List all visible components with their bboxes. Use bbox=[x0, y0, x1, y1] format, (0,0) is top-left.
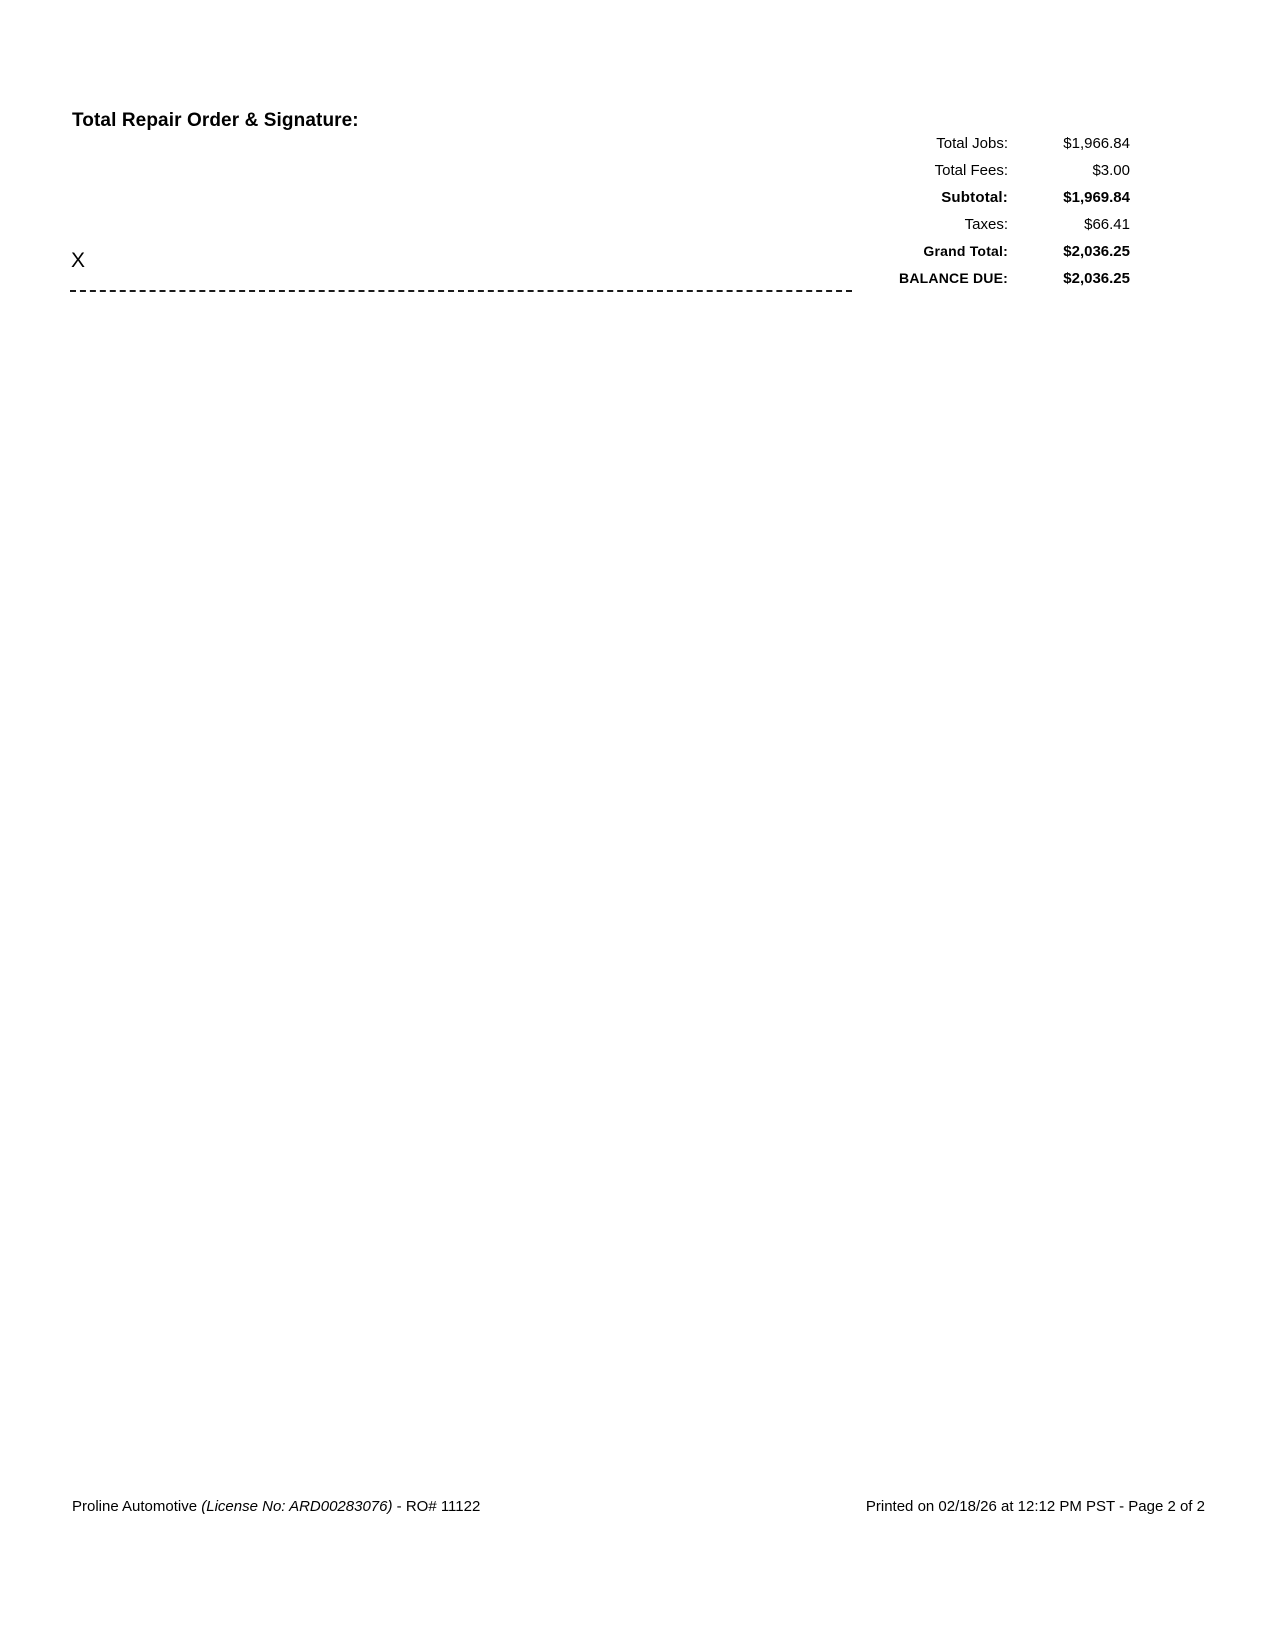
table-row bbox=[830, 157, 1130, 184]
signature-x-mark: X bbox=[71, 249, 86, 272]
total-fees-value: $3.00 bbox=[1092, 162, 1130, 179]
total-fees-label: Total Fees: bbox=[934, 162, 1008, 179]
grand-total-label: Grand Total: bbox=[923, 243, 1008, 259]
balance-due-value: $2,036.25 bbox=[1063, 270, 1130, 287]
totals-summary bbox=[830, 130, 1130, 292]
total-jobs-value: $1,966.84 bbox=[1063, 135, 1130, 152]
subtotal-label: Subtotal: bbox=[941, 189, 1008, 206]
footer-license: (License No: ARD00283076) bbox=[201, 1498, 393, 1515]
balance-due-label: BALANCE DUE: bbox=[899, 270, 1008, 286]
grand-total-value: $2,036.25 bbox=[1063, 243, 1130, 260]
table-row bbox=[830, 238, 1130, 265]
footer-company-info bbox=[72, 1498, 480, 1515]
footer-ro-number: - RO# 11122 bbox=[392, 1498, 481, 1515]
footer-company-name: Proline Automotive bbox=[72, 1498, 202, 1515]
table-row bbox=[830, 130, 1130, 157]
signature-line[interactable] bbox=[70, 290, 852, 292]
footer-print-info: Printed on 02/18/26 at 12:12 PM PST - Page 2 of 2 bbox=[865, 1498, 1205, 1515]
table-row bbox=[830, 184, 1130, 211]
page-title: Total Repair Order & Signature: bbox=[72, 110, 359, 131]
taxes-label: Taxes: bbox=[964, 216, 1008, 233]
taxes-value: $66.41 bbox=[1084, 216, 1130, 233]
subtotal-value: $1,969.84 bbox=[1063, 189, 1130, 206]
table-row bbox=[830, 265, 1130, 292]
table-row bbox=[830, 211, 1130, 238]
total-jobs-label: Total Jobs: bbox=[936, 135, 1008, 152]
